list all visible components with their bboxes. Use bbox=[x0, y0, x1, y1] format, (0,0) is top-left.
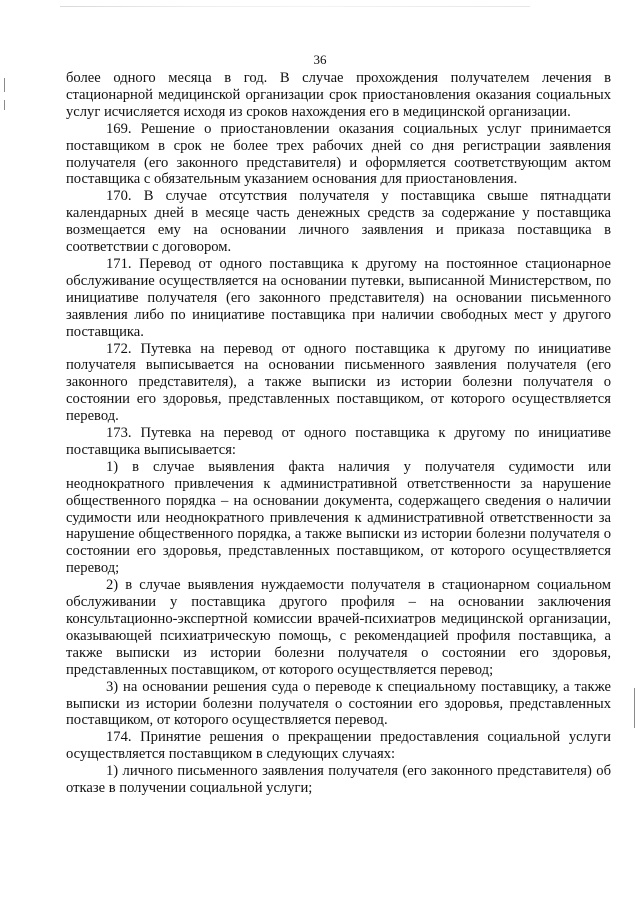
paragraph-170: 170. В случае отсутствия получателя у поставщика свыше пятнадцати календарных дней в месяце часть денежных средств за содержание у поставщика возмещается ему на основании личного заявления и приказа поставщика в соответствии с договором. bbox=[66, 188, 611, 256]
page-number: 36 bbox=[313, 52, 327, 67]
scan-edge-line bbox=[60, 6, 530, 7]
right-margin-mark bbox=[634, 688, 635, 728]
paragraph-continuation: более одного месяца в год. В случае прохождения получателем лечения в стационарной медицинской организации срок приостановления оказания социальных услуг исчисляется исходя из сроков нахождения его в медицинской организации. bbox=[66, 70, 611, 120]
paragraph-173-item-2: 2) в случае выявления нуждаемости получателя в стационарном социальном обслуживании у поставщика другого профиля – на основании заключения консультационно-экспертной комиссии врачей-психиатров медицинской организации, оказывающей психиатрическую помощь, с рекомендацией профиля поставщика, а также выписки из истории болезни получателя о состоянии его здоровья, представленных поставщиком, от которого осуществляется перевод; bbox=[66, 577, 611, 678]
paragraph-173-item-1: 1) в случае выявления факта наличия у получателя судимости или неоднократного привлечения к административной ответственности за нарушение общественного порядка – на основании документа, содержащего сведения о наличии судимости или неоднократного привлечения к административной ответственности за нарушение общественного порядка, а также выписки из истории болезни получателя о состоянии его здоровья, представленных поставщиком, от которого осуществляется перевод; bbox=[66, 458, 611, 577]
paragraph-173-item-3: 3) на основании решения суда о переводе к специальному поставщику, а также выписки из истории болезни получателя о состоянии его здоровья, представленных поставщиком, от которого осуществляется перевод. bbox=[66, 678, 611, 729]
paragraph-171: 171. Перевод от одного поставщика к другому на постоянное стационарное обслуживание осуществляется на основании путевки, выписанной Министерством, по инициативе получателя (его законного представителя) на основании письменного заявления либо по инициативе поставщика при наличии свободных мест у другого поставщика. bbox=[66, 255, 611, 340]
paragraph-172: 172. Путевка на перевод от одного поставщика к другому по инициативе получателя выписывается на основании письменного заявления получателя (его законного представителя), а также выписки из истории болезни получателя о состоянии его здоровья, представленных поставщиком, от которого осуществляется перевод. bbox=[66, 340, 611, 425]
paragraph-174-item-1: 1) личного письменного заявления получателя (его законного представителя) об отказе в получении социальной услуги; bbox=[66, 763, 611, 797]
left-margin-mark bbox=[4, 100, 5, 110]
paragraph-173: 173. Путевка на перевод от одного поставщика к другому по инициативе поставщика выписывается: bbox=[66, 425, 611, 458]
left-margin-mark bbox=[4, 78, 5, 92]
document-body bbox=[66, 70, 611, 797]
paragraph-169: 169. Решение о приостановлении оказания социальных услуг принимается поставщиком в срок не более трех рабочих дней со дня регистрации заявления получателя (его законного представителя) и оформляется соответствующим актом поставщика с обязательным указанием основания для приостановления. bbox=[66, 120, 611, 188]
paragraph-174: 174. Принятие решения о прекращении предоставления социальной услуги осуществляется поставщиком в следующих случаях: bbox=[66, 729, 611, 763]
